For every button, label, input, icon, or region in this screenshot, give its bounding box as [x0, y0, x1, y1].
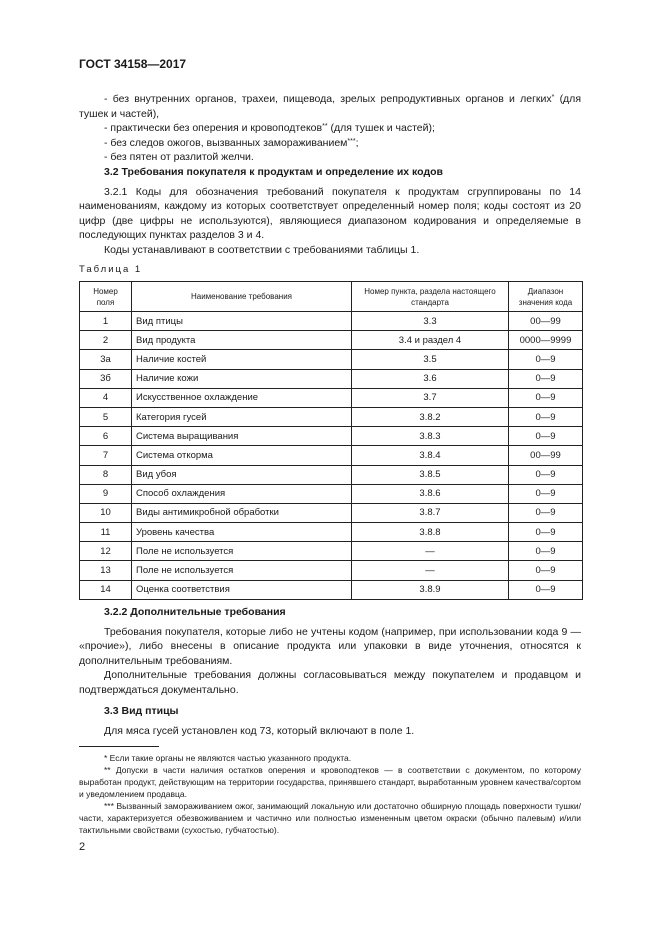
cell-requirement-name: Оценка соответствия [132, 580, 352, 599]
cell-requirement-name: Поле не используется [132, 561, 352, 580]
cell-requirement-name: Виды антимикробной обработки [132, 503, 352, 522]
cell-clause-number: 3.5 [352, 350, 509, 369]
cell-code-range: 0000—9999 [509, 331, 583, 350]
table-row [80, 465, 583, 484]
cell-clause-number: 3.3 [352, 312, 509, 331]
header-code-range: Диапазон значения кода [509, 282, 583, 312]
table-row [80, 350, 583, 369]
cell-code-range: 0—9 [509, 580, 583, 599]
section-heading: 3.2 Требования покупателя к продуктам и определение их кодов [104, 166, 443, 178]
requirements-table [79, 281, 583, 600]
paragraph: Дополнительные требования должны согласовываться между покупателем и продавцом и подтверждаться документально. [79, 669, 581, 696]
paragraph: 3.2.1 Коды для обозначения требований покупателя к продуктам сгруппированы по 14 наименованиям, каждому из которых соответствует определенный номер поля; коды состоят из 20 цифр (две цифры не используются), являющиеся диапазоном кодирования и определяемые в последующих пунктах разделов 3 и 4. [79, 185, 581, 241]
header-requirement-name: Наименование требования [132, 282, 352, 312]
cell-code-range: 0—9 [509, 523, 583, 542]
cell-requirement-name: Категория гусей [132, 407, 352, 426]
cell-requirement-name: Система откорма [132, 446, 352, 465]
document-header: ГОСТ 34158—2017 [79, 57, 187, 71]
cell-clause-number: — [352, 561, 509, 580]
table-row [80, 503, 583, 522]
paragraph: Коды устанавливают в соответствии с требованиями таблицы 1. [104, 243, 420, 256]
cell-field-number: 12 [80, 542, 132, 561]
cell-field-number: 2 [80, 331, 132, 350]
cell-field-number: 9 [80, 484, 132, 503]
paragraph: Для мяса гусей установлен код 73, который включают в поле 1. [104, 724, 415, 737]
cell-clause-number: — [352, 542, 509, 561]
requirements-list [79, 92, 581, 165]
cell-code-range: 00—99 [509, 446, 583, 465]
cell-field-number: 7 [80, 446, 132, 465]
cell-field-number: 10 [80, 503, 132, 522]
table-row [80, 561, 583, 580]
table-row [80, 331, 583, 350]
cell-clause-number: 3.8.2 [352, 407, 509, 426]
cell-requirement-name: Наличие костей [132, 350, 352, 369]
paragraph: Требования покупателя, которые либо не учтены кодом (например, при использовании кода 9 — «прочие»), либо внесены в описание продукта или упаковки в виде уточнения, относятся к дополнительным требованиям. [79, 625, 581, 667]
cell-field-number: 3а [80, 350, 132, 369]
cell-clause-number: 3.6 [352, 369, 509, 388]
cell-requirement-name: Поле не используется [132, 542, 352, 561]
table-row [80, 407, 583, 426]
cell-code-range: 0—9 [509, 503, 583, 522]
cell-code-range: 0—9 [509, 465, 583, 484]
list-item: - практически без оперения и кровоподтеков** (для тушек и частей); [104, 122, 435, 134]
cell-requirement-name: Уровень качества [132, 523, 352, 542]
list-item: - без следов ожогов, вызванных замораживанием***; [104, 136, 359, 149]
header-clause-number: Номер пункта, раздела настоящего стандарта [352, 282, 509, 312]
cell-code-range: 0—9 [509, 484, 583, 503]
table-row [80, 542, 583, 561]
cell-field-number: 5 [80, 407, 132, 426]
footnote: ** Допуски в части наличия остатков оперения и кровоподтеков — в соответствии с документом, по которому выработан продукт, действующим на территории государства, принявшего стандарт, выработанным уровнем качества/сортом и уведомлением продавца. [79, 765, 581, 799]
cell-clause-number: 3.8.4 [352, 446, 509, 465]
cell-code-range: 0—9 [509, 427, 583, 446]
table-row [80, 312, 583, 331]
cell-field-number: 1 [80, 312, 132, 331]
cell-requirement-name: Вид птицы [132, 312, 352, 331]
cell-field-number: 14 [80, 580, 132, 599]
cell-code-range: 0—9 [509, 350, 583, 369]
table-row [80, 446, 583, 465]
cell-clause-number: 3.8.8 [352, 523, 509, 542]
cell-code-range: 0—9 [509, 542, 583, 561]
header-field-number: Номер поля [80, 282, 132, 312]
cell-requirement-name: Система выращивания [132, 427, 352, 446]
cell-requirement-name: Вид убоя [132, 465, 352, 484]
cell-clause-number: 3.8.3 [352, 427, 509, 446]
cell-clause-number: 3.4 и раздел 4 [352, 331, 509, 350]
table-row [80, 369, 583, 388]
footnote-separator [79, 746, 159, 747]
list-item: - без пятен от разлитой желчи. [104, 151, 254, 163]
page-number: 2 [79, 841, 86, 853]
section-3-3 [79, 704, 581, 738]
table-row [80, 427, 583, 446]
footnote: * Если такие органы не являются частью указанного продукта. [104, 753, 352, 763]
cell-field-number: 13 [80, 561, 132, 580]
cell-clause-number: 3.8.5 [352, 465, 509, 484]
cell-field-number: 8 [80, 465, 132, 484]
cell-code-range: 0—9 [509, 388, 583, 407]
cell-clause-number: 3.8.6 [352, 484, 509, 503]
table-caption: Таблица 1 [79, 264, 143, 275]
section-3-2 [79, 165, 581, 257]
section-3-2-2 [79, 605, 581, 697]
table-body [80, 312, 583, 600]
footnote: *** Вызванный замораживанием ожог, занимающий локальную или достаточно обширную площадь поверхности тушки/части, характеризуется обезвоживанием и частично или полностью измененным цветом окраски (обычно палевым) и/или тактильными свойствами (сухостью, губчатостью). [79, 801, 581, 835]
cell-field-number: 3б [80, 369, 132, 388]
section-heading: 3.3 Вид птицы [104, 705, 179, 717]
cell-clause-number: 3.7 [352, 388, 509, 407]
cell-clause-number: 3.8.7 [352, 503, 509, 522]
table-header-row [80, 282, 583, 312]
table-row [80, 388, 583, 407]
cell-code-range: 00—99 [509, 312, 583, 331]
cell-code-range: 0—9 [509, 369, 583, 388]
table-row [80, 523, 583, 542]
cell-clause-number: 3.8.9 [352, 580, 509, 599]
cell-requirement-name: Наличие кожи [132, 369, 352, 388]
list-item: - без внутренних органов, трахеи, пищевода, зрелых репродуктивных органов и легких* (для тушек и частей), [79, 93, 581, 120]
cell-code-range: 0—9 [509, 407, 583, 426]
table-row [80, 484, 583, 503]
table-row [80, 580, 583, 599]
cell-requirement-name: Вид продукта [132, 331, 352, 350]
cell-field-number: 6 [80, 427, 132, 446]
cell-field-number: 11 [80, 523, 132, 542]
section-heading: 3.2.2 Дополнительные требования [104, 606, 286, 618]
cell-code-range: 0—9 [509, 561, 583, 580]
footnotes [79, 752, 581, 836]
cell-requirement-name: Способ охлаждения [132, 484, 352, 503]
cell-requirement-name: Искусственное охлаждение [132, 388, 352, 407]
cell-field-number: 4 [80, 388, 132, 407]
